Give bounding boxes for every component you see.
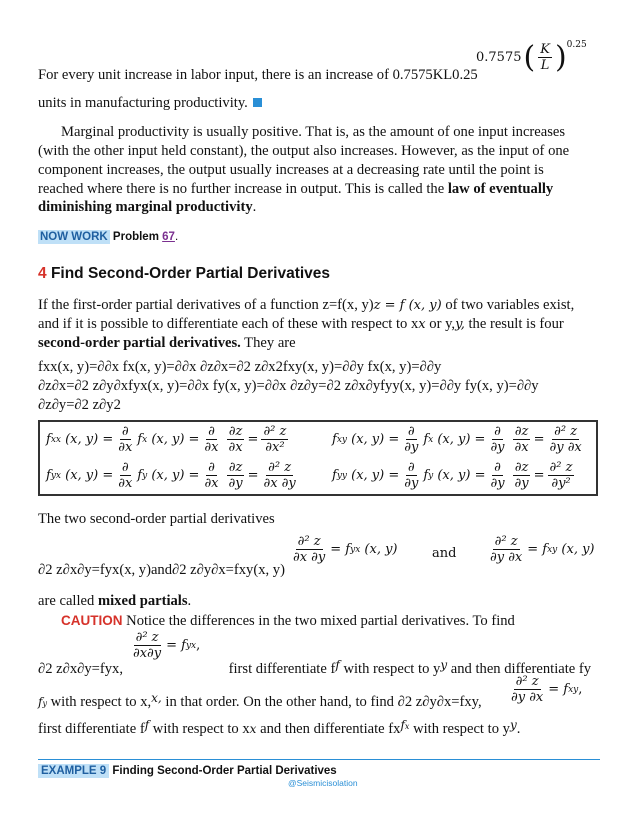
now-work: NOW WORK Problem 67. bbox=[40, 231, 179, 243]
example-heading bbox=[38, 764, 337, 778]
caution-frac2: $\frac{\text{∂² z}}{\partial y \partial x}$ = f xy , bbox=[511, 674, 583, 705]
p2-line4: reached where there is no further increase in output. This is called the law of eventually bbox=[38, 181, 554, 197]
caution-line4: first differentiate $f^f$ with respect to xx and then differentiate $fx^{fx}$ with respect to $y^y$. bbox=[38, 718, 521, 737]
fyy-formula: f yy (x, y) = $\frac{\partial}{\partial y}$ f y (x, y) = $\frac{\partial}{\partial y}$ $\frac{\partial z}{\partial y}$ = $\frac{\text{∂² z}}{\text{∂y²}}$ bbox=[332, 460, 573, 491]
law-term: law of eventually bbox=[447, 181, 554, 197]
problem-link[interactable]: 67 bbox=[162, 231, 175, 243]
garbled-line2: ∂z∂x=∂2 z∂y∂xfyx(x, y)=∂∂x fy(x, y)=∂∂x ∂z∂y=∂2 z∂x∂yfyy(x, y)=∂∂y fy(x, y)=∂∂y bbox=[38, 378, 539, 394]
section-heading bbox=[38, 265, 330, 283]
mixed-formula-1: $\frac{\text{∂² z}}{\partial x \partial y}$ = f yx (x, y) bbox=[293, 534, 398, 565]
end-square-icon bbox=[253, 98, 262, 107]
caution-line1: CAUTION Notice the differences in the two mixed partial derivatives. To find bbox=[61, 613, 515, 629]
paragraph-productivity-line2: units in manufacturing productivity. bbox=[38, 94, 262, 113]
fyx-formula: f yx (x, y) = $\frac{\partial}{\partial x}$ f y (x, y) = $\frac{\partial}{\partial x}$ $\frac{\partial z}{\partial y}$ = $\frac{\text{∂² z}}{\partial x \partial y}$ bbox=[46, 460, 296, 491]
paragraph-productivity-line1: For every unit increase in labor input, there is an increase of 0.7575KL0.25 bbox=[38, 67, 478, 83]
caution-line3: fy with respect to x,$^{x,}$ in that order. On the other hand, to find ∂2 z∂y∂x=fxy, bbox=[38, 691, 482, 710]
watermark: @Seismicisolation bbox=[288, 778, 358, 788]
p3-line3: second-order partial derivatives. They are bbox=[38, 335, 296, 351]
p3-line1: If the first-order partial derivatives of a function z=f(x, y)z = f (x, y) of two variables exist, bbox=[38, 297, 575, 313]
garbled-line1: fxx(x, y)=∂∂x fx(x, y)=∂∂x ∂z∂x=∂2 z∂x2fxy(x, y)=∂∂y fx(x, y)=∂∂y bbox=[38, 359, 442, 375]
p2-line3: component increases, the output usually increases at a decreasing rate until the point is bbox=[38, 162, 544, 178]
fxx-formula: f xx (x, y) = $\frac{\partial}{\partial x}$ f x (x, y) = $\frac{\partial}{\partial x}$ $\frac{\partial z}{\partial x}$ = $\frac{\text{∂² z}}{\text{∂x²}}$ bbox=[46, 424, 287, 455]
p2-line1: Marginal productivity is usually positive. That is, as the amount of one input increases bbox=[61, 124, 566, 140]
now-work-badge: NOW WORK bbox=[40, 231, 108, 243]
p5-line: are called mixed partials. bbox=[38, 593, 192, 609]
section-number: 4 bbox=[38, 265, 47, 282]
p2-line2: (with the other input held constant), the output also increases. However, as the input of one bbox=[38, 143, 570, 159]
caution-line2: ∂2 z∂x∂y=fyx, first differentiate $f^f$ with respect to $y^y$ and then differentiate fy bbox=[38, 658, 592, 677]
mixed-formula-2: $\frac{\text{∂² z}}{\partial y \partial x}$ = f xy (x, y) bbox=[490, 534, 595, 565]
example-badge: EXAMPLE 9 bbox=[38, 764, 109, 778]
caution-label: CAUTION bbox=[61, 613, 123, 628]
caution-frac1: $\frac{\text{∂² z}}{\partial x\partial y}$ = f yx , bbox=[133, 630, 201, 661]
section-title: Find Second-Order Partial Derivatives bbox=[50, 265, 331, 282]
p4-line: The two second-order partial derivatives bbox=[38, 511, 275, 527]
example-rule bbox=[38, 759, 600, 760]
top-formula: 0.7575 ( $\frac{K}{L}$ ) 0.25 bbox=[476, 40, 587, 75]
mixed-and: and bbox=[432, 546, 457, 561]
example-title: Finding Second-Order Partial Derivatives bbox=[112, 765, 337, 777]
fxy-formula: f xy (x, y) = $\frac{\partial}{\partial y}$ f x (x, y) = $\frac{\partial}{\partial y}$ $\frac{\partial z}{\partial x}$ = $\frac{\text{∂² z}}{\partial y \partial x}$ bbox=[332, 424, 582, 455]
garbled-line3: ∂z∂y=∂2 z∂y2 bbox=[38, 397, 121, 413]
mixed-garbled: ∂2 z∂x∂y=fyx(x, y)and∂2 z∂y∂x=fxy(x, y) bbox=[38, 562, 285, 578]
second-order-formula-box bbox=[38, 420, 598, 496]
p3-line2: and if it is possible to differentiate each of these with respect to xx or y,y, the result is four bbox=[38, 316, 564, 332]
p2-line5: diminishing marginal productivity. bbox=[38, 199, 257, 215]
